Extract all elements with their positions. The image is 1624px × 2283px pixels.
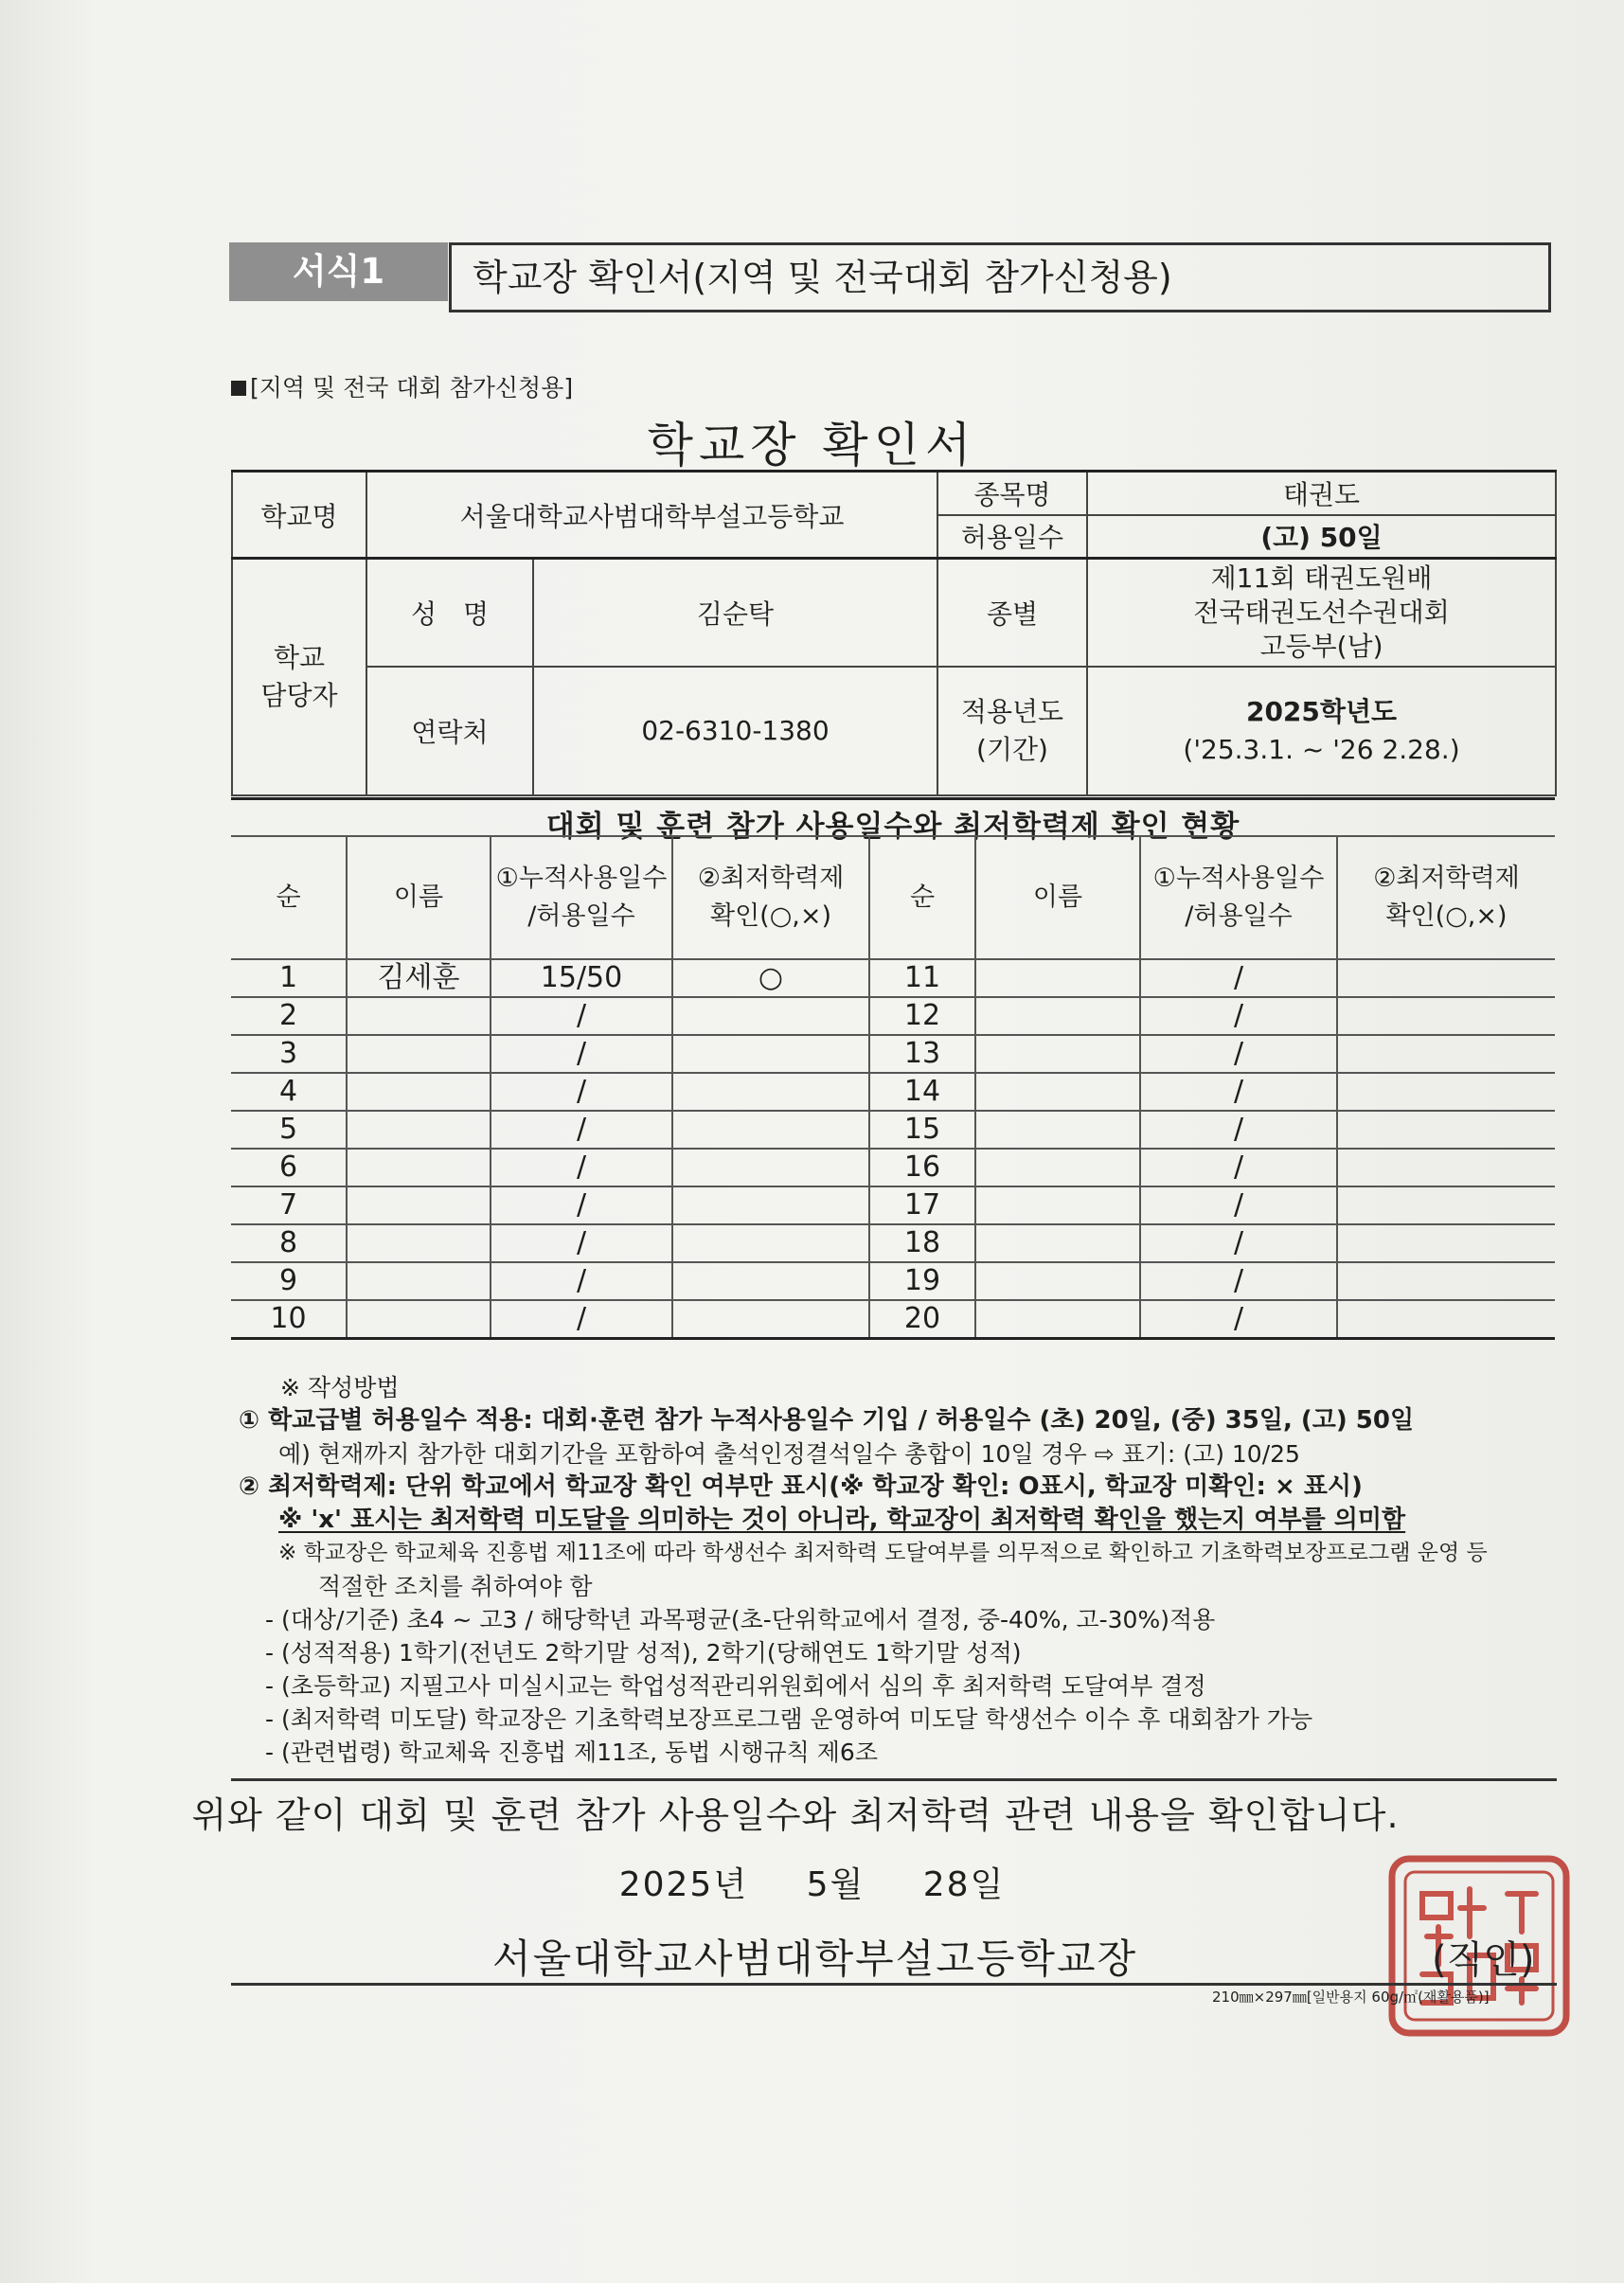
table-header-row	[231, 836, 1555, 959]
academic-period: ('25.3.1. ~ '26 2.28.)	[1183, 733, 1460, 765]
square-bullet-icon	[231, 381, 246, 396]
used-days: /	[491, 1186, 672, 1224]
note-x-meaning: ※ 'x' 표시는 최저학력 미도달을 의미하는 것이 아니라, 학교장이 최저학력 확인을 했는지 여부를 의미함	[278, 1506, 1406, 1534]
student-name	[975, 1224, 1140, 1262]
academic-check	[672, 1300, 869, 1339]
header-days-line-1: ①누적사용일수	[495, 864, 668, 893]
student-name	[975, 1073, 1140, 1111]
header-check-line-2: 확인(○,×)	[710, 901, 831, 931]
year-value	[1087, 667, 1556, 795]
participation-table	[231, 835, 1555, 1340]
academic-check	[1337, 1035, 1555, 1073]
header-check-2	[1337, 836, 1555, 959]
used-days: 15/50	[491, 959, 672, 997]
student-name	[975, 959, 1140, 997]
row-number: 5	[231, 1111, 347, 1149]
contact-label: 연락처	[366, 667, 533, 795]
student-name	[975, 1186, 1140, 1224]
academic-check	[672, 1224, 869, 1262]
academic-check	[672, 1073, 869, 1111]
category-value	[1087, 559, 1556, 667]
student-name	[347, 1186, 491, 1224]
row-number: 4	[231, 1073, 347, 1111]
table-row	[231, 1149, 1555, 1186]
academic-check	[672, 1262, 869, 1300]
confirmation-date	[0, 1858, 1624, 1906]
used-days: /	[1140, 1035, 1337, 1073]
year-label-line-1: 적용년도	[960, 695, 1064, 727]
table-row	[231, 1300, 1555, 1339]
academic-check	[1337, 1224, 1555, 1262]
row-number: 17	[869, 1186, 975, 1224]
table-row	[231, 1035, 1555, 1073]
used-days: /	[491, 1262, 672, 1300]
note-law: - (관련법령) 학교체육 진흥법 제11조, 동법 시행규칙 제6조	[265, 1739, 878, 1766]
student-name	[975, 1149, 1140, 1186]
instructions	[239, 1371, 1564, 1769]
table-row	[231, 997, 1555, 1035]
date-month: 5월	[806, 1865, 866, 1904]
used-days: /	[1140, 997, 1337, 1035]
student-name	[347, 1149, 491, 1186]
academic-check	[672, 1035, 869, 1073]
student-name	[347, 1300, 491, 1339]
subheading-text: [지역 및 전국 대회 참가신청용]	[250, 374, 574, 401]
student-name	[975, 997, 1140, 1035]
student-name	[347, 1073, 491, 1111]
row-number: 2	[231, 997, 347, 1035]
row-number: 15	[869, 1111, 975, 1149]
event-label: 종목명	[937, 472, 1087, 515]
academic-year: 2025학년도	[1245, 695, 1398, 727]
note-principal-duty-cont: 적절한 조치를 취하여야 함	[318, 1573, 593, 1600]
academic-check: ○	[672, 959, 869, 997]
used-days: /	[491, 1224, 672, 1262]
row-number: 6	[231, 1149, 347, 1186]
used-days: /	[491, 997, 672, 1035]
header-days-2-line-2: /허용일수	[1185, 901, 1293, 931]
row-number: 3	[231, 1035, 347, 1073]
row-number: 19	[869, 1262, 975, 1300]
academic-check	[672, 1111, 869, 1149]
header-no: 순	[231, 836, 347, 959]
used-days: /	[1140, 1262, 1337, 1300]
contact-value: 02-6310-1380	[533, 667, 937, 795]
row-number: 13	[869, 1035, 975, 1073]
bottom-divider-line	[231, 1983, 1557, 1986]
row-number: 11	[869, 959, 975, 997]
header-check	[672, 836, 869, 959]
note-allowed-days: ① 학교급별 허용일수 적용: 대회·훈련 참가 누적사용일수 기입 / 허용일수 (초) 20일, (중) 35일, (고) 50일	[239, 1406, 1415, 1435]
header-no-2: 순	[869, 836, 975, 959]
category-label: 종별	[937, 559, 1087, 667]
student-name	[975, 1035, 1140, 1073]
row-number: 14	[869, 1073, 975, 1111]
used-days: /	[491, 1149, 672, 1186]
used-days: /	[1140, 1073, 1337, 1111]
document-title: 학교장 확인서	[647, 418, 977, 473]
used-days: /	[491, 1300, 672, 1339]
academic-check	[1337, 1111, 1555, 1149]
form-title: 학교장 확인서(지역 및 전국대회 참가신청용)	[449, 242, 1551, 312]
category-line-1: 제11회 태권도원배	[1210, 562, 1433, 594]
category-line-2: 전국태권도선수권대회	[1193, 596, 1450, 628]
divider-line	[231, 1778, 1557, 1781]
student-name	[975, 1262, 1140, 1300]
student-name	[347, 997, 491, 1035]
header-days-2	[1140, 836, 1337, 959]
school-name-label: 학교명	[232, 472, 366, 559]
header-days-line-2: /허용일수	[527, 901, 635, 931]
student-name	[347, 1224, 491, 1262]
academic-check	[1337, 1149, 1555, 1186]
row-number: 1	[231, 959, 347, 997]
header-name: 이름	[347, 836, 491, 959]
row-number: 8	[231, 1224, 347, 1262]
used-days: /	[491, 1073, 672, 1111]
row-number: 16	[869, 1149, 975, 1186]
used-days: /	[1140, 1111, 1337, 1149]
academic-check	[1337, 1073, 1555, 1111]
note-principal-duty: ※ 학교장은 학교체육 진흥법 제11조에 따라 학생선수 최저학력 도달여부를 의무적으로 확인하고 기초학력보장프로그램 운영 등	[278, 1541, 1488, 1565]
academic-check	[672, 997, 869, 1035]
note-target: - (대상/기준) 초4 ~ 고3 / 해당학년 과목평균(초-단위학교에서 결정, 중-40%, 고-30%)적용	[265, 1606, 1216, 1633]
table-row	[231, 1224, 1555, 1262]
paper-spec: 210㎜×297㎜[일반용지 60g/㎡(재활용품)]	[1212, 1989, 1490, 2006]
row-number: 7	[231, 1186, 347, 1224]
used-days: /	[1140, 1186, 1337, 1224]
manager-label: 학교 담당자	[232, 559, 366, 795]
used-days: /	[1140, 1149, 1337, 1186]
table-row	[231, 959, 1555, 997]
row-number: 9	[231, 1262, 347, 1300]
header-name-2: 이름	[975, 836, 1140, 959]
student-name	[347, 1111, 491, 1149]
table-row	[231, 1186, 1555, 1224]
category-line-3: 고등부(남)	[1259, 630, 1383, 662]
date-year: 2025년	[618, 1865, 749, 1904]
academic-check	[1337, 1262, 1555, 1300]
note-example: 예) 현재까지 참가한 대회기간을 포함하여 출석인정결석일수 총합이 10일 경우 ⇨ 표기: (고) 10/25	[278, 1440, 1300, 1468]
academic-check	[672, 1149, 869, 1186]
header-check-2-line-2: 확인(○,×)	[1385, 901, 1508, 931]
allowed-days-value: (고) 50일	[1087, 515, 1556, 559]
academic-check	[672, 1186, 869, 1224]
header-check-2-line-1: ②최저학력제	[1373, 864, 1520, 893]
section-title: 대회 및 훈련 참가 사용일수와 최저학력제 확인 현황	[231, 797, 1555, 845]
student-name: 김세훈	[347, 959, 491, 997]
row-number: 18	[869, 1224, 975, 1262]
used-days: /	[491, 1111, 672, 1149]
form-label: 서식1	[229, 242, 448, 301]
year-label-line-2: (기간)	[976, 733, 1048, 765]
academic-check	[1337, 1300, 1555, 1339]
used-days: /	[1140, 1300, 1337, 1339]
student-name	[347, 1035, 491, 1073]
subheading	[231, 369, 573, 403]
notes-heading: ※ 작성방법	[280, 1374, 400, 1401]
info-table	[231, 470, 1557, 796]
note-minimum-academic: ② 최저학력제: 단위 학교에서 학교장 확인 여부만 표시(※ 학교장 확인: O표시, 학교장 미확인: × 표시)	[239, 1472, 1363, 1501]
header-days	[491, 836, 672, 959]
academic-check	[1337, 1186, 1555, 1224]
table-row	[231, 1262, 1555, 1300]
student-name	[975, 1111, 1140, 1149]
confirmation-statement: 위와 같이 대회 및 훈련 참가 사용일수와 최저학력 관련 내용을 확인합니다.	[191, 1794, 1400, 1836]
note-not-reached: - (최저학력 미도달) 학교장은 기초학력보장프로그램 운영하여 미도달 학생선수 이수 후 대회참가 가능	[265, 1705, 1313, 1733]
table-row	[231, 1111, 1555, 1149]
note-grade-apply: - (성적적용) 1학기(전년도 2학기말 성적), 2학기(당해연도 1학기말 성적)	[265, 1639, 1022, 1667]
year-label	[937, 667, 1087, 795]
row-number: 12	[869, 997, 975, 1035]
student-name	[347, 1262, 491, 1300]
row-number: 20	[869, 1300, 975, 1339]
principal-title: 서울대학교사범대학부설고등학교장	[492, 1935, 1138, 1982]
header-check-line-1: ②최저학력제	[697, 864, 845, 893]
school-name: 서울대학교사범대학부설고등학교	[366, 472, 937, 559]
name-label: 성 명	[366, 559, 533, 667]
used-days: /	[1140, 1224, 1337, 1262]
note-elementary: - (초등학교) 지필고사 미실시교는 학업성적관리위원회에서 심의 후 최저학력 도달여부 결정	[265, 1672, 1206, 1700]
academic-check	[1337, 997, 1555, 1035]
event-value: 태권도	[1087, 472, 1556, 515]
header-days-2-line-1: ①누적사용일수	[1152, 864, 1325, 893]
allowed-days-label: 허용일수	[937, 515, 1087, 559]
row-number: 10	[231, 1300, 347, 1339]
seal-label: (직인)	[1432, 1938, 1535, 1982]
used-days: /	[491, 1035, 672, 1073]
academic-check	[1337, 959, 1555, 997]
date-day: 28일	[922, 1865, 1006, 1904]
used-days: /	[1140, 959, 1337, 997]
student-name	[975, 1300, 1140, 1339]
manager-name: 김순탁	[533, 559, 937, 667]
table-row	[231, 1073, 1555, 1111]
